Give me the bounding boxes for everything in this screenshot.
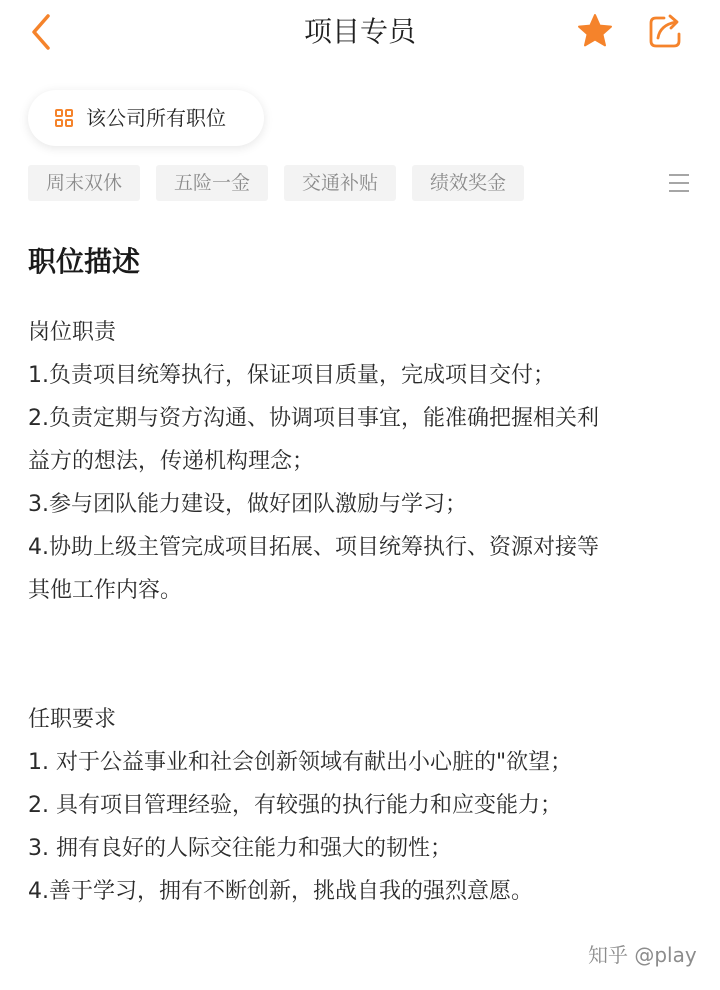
share-button[interactable] [644,10,686,52]
tags-expand-button[interactable] [666,170,692,196]
benefit-tag: 交通补贴 [284,165,396,201]
responsibility-line: 益方的想法，传递机构理念； [28,449,315,474]
benefit-tag: 五险一金 [156,165,268,201]
benefit-tag: 周末双休 [28,165,140,201]
requirements-block [28,698,698,913]
requirement-line: 3. 拥有良好的人际交往能力和强大的韧性； [28,836,452,861]
responsibilities-block [28,311,698,612]
responsibility-line: 其他工作内容。 [28,578,183,603]
watermark: 知乎 @play [588,943,697,967]
responsibility-line: 2.负责定期与资方沟通、协调项目事宜，能准确把握相关利 [28,406,599,431]
responsibilities-heading: 岗位职责 [28,320,117,345]
requirement-line: 1. 对于公益事业和社会创新领域有献出小心脏的"欲望； [28,750,573,775]
grid-icon [54,108,74,128]
company-all-jobs-label: 该公司所有职位 [86,106,226,130]
star-icon [574,10,616,52]
company-all-jobs-button[interactable] [28,90,264,146]
share-icon [644,10,686,52]
favorite-button[interactable] [574,10,616,52]
requirements-heading: 任职要求 [28,707,117,732]
requirement-line: 4.善于学习，拥有不断创新，挑战自我的强烈意愿。 [28,879,533,904]
requirement-line: 2. 具有项目管理经验，有较强的执行能力和应变能力； [28,793,562,818]
section-title: 职位描述 [28,245,141,278]
menu-icon [666,170,692,196]
responsibility-line: 4.协助上级主管完成项目拓展、项目统筹执行、资源对接等 [28,535,599,560]
page-title: 项目专员 [303,15,416,48]
benefit-tag: 绩效奖金 [412,165,524,201]
responsibility-line: 3.参与团队能力建设，做好团队激励与学习； [28,492,467,517]
benefit-tags [28,165,540,201]
responsibility-line: 1.负责项目统筹执行，保证项目质量，完成项目交付； [28,363,555,388]
top-navigation-bar [0,0,720,70]
